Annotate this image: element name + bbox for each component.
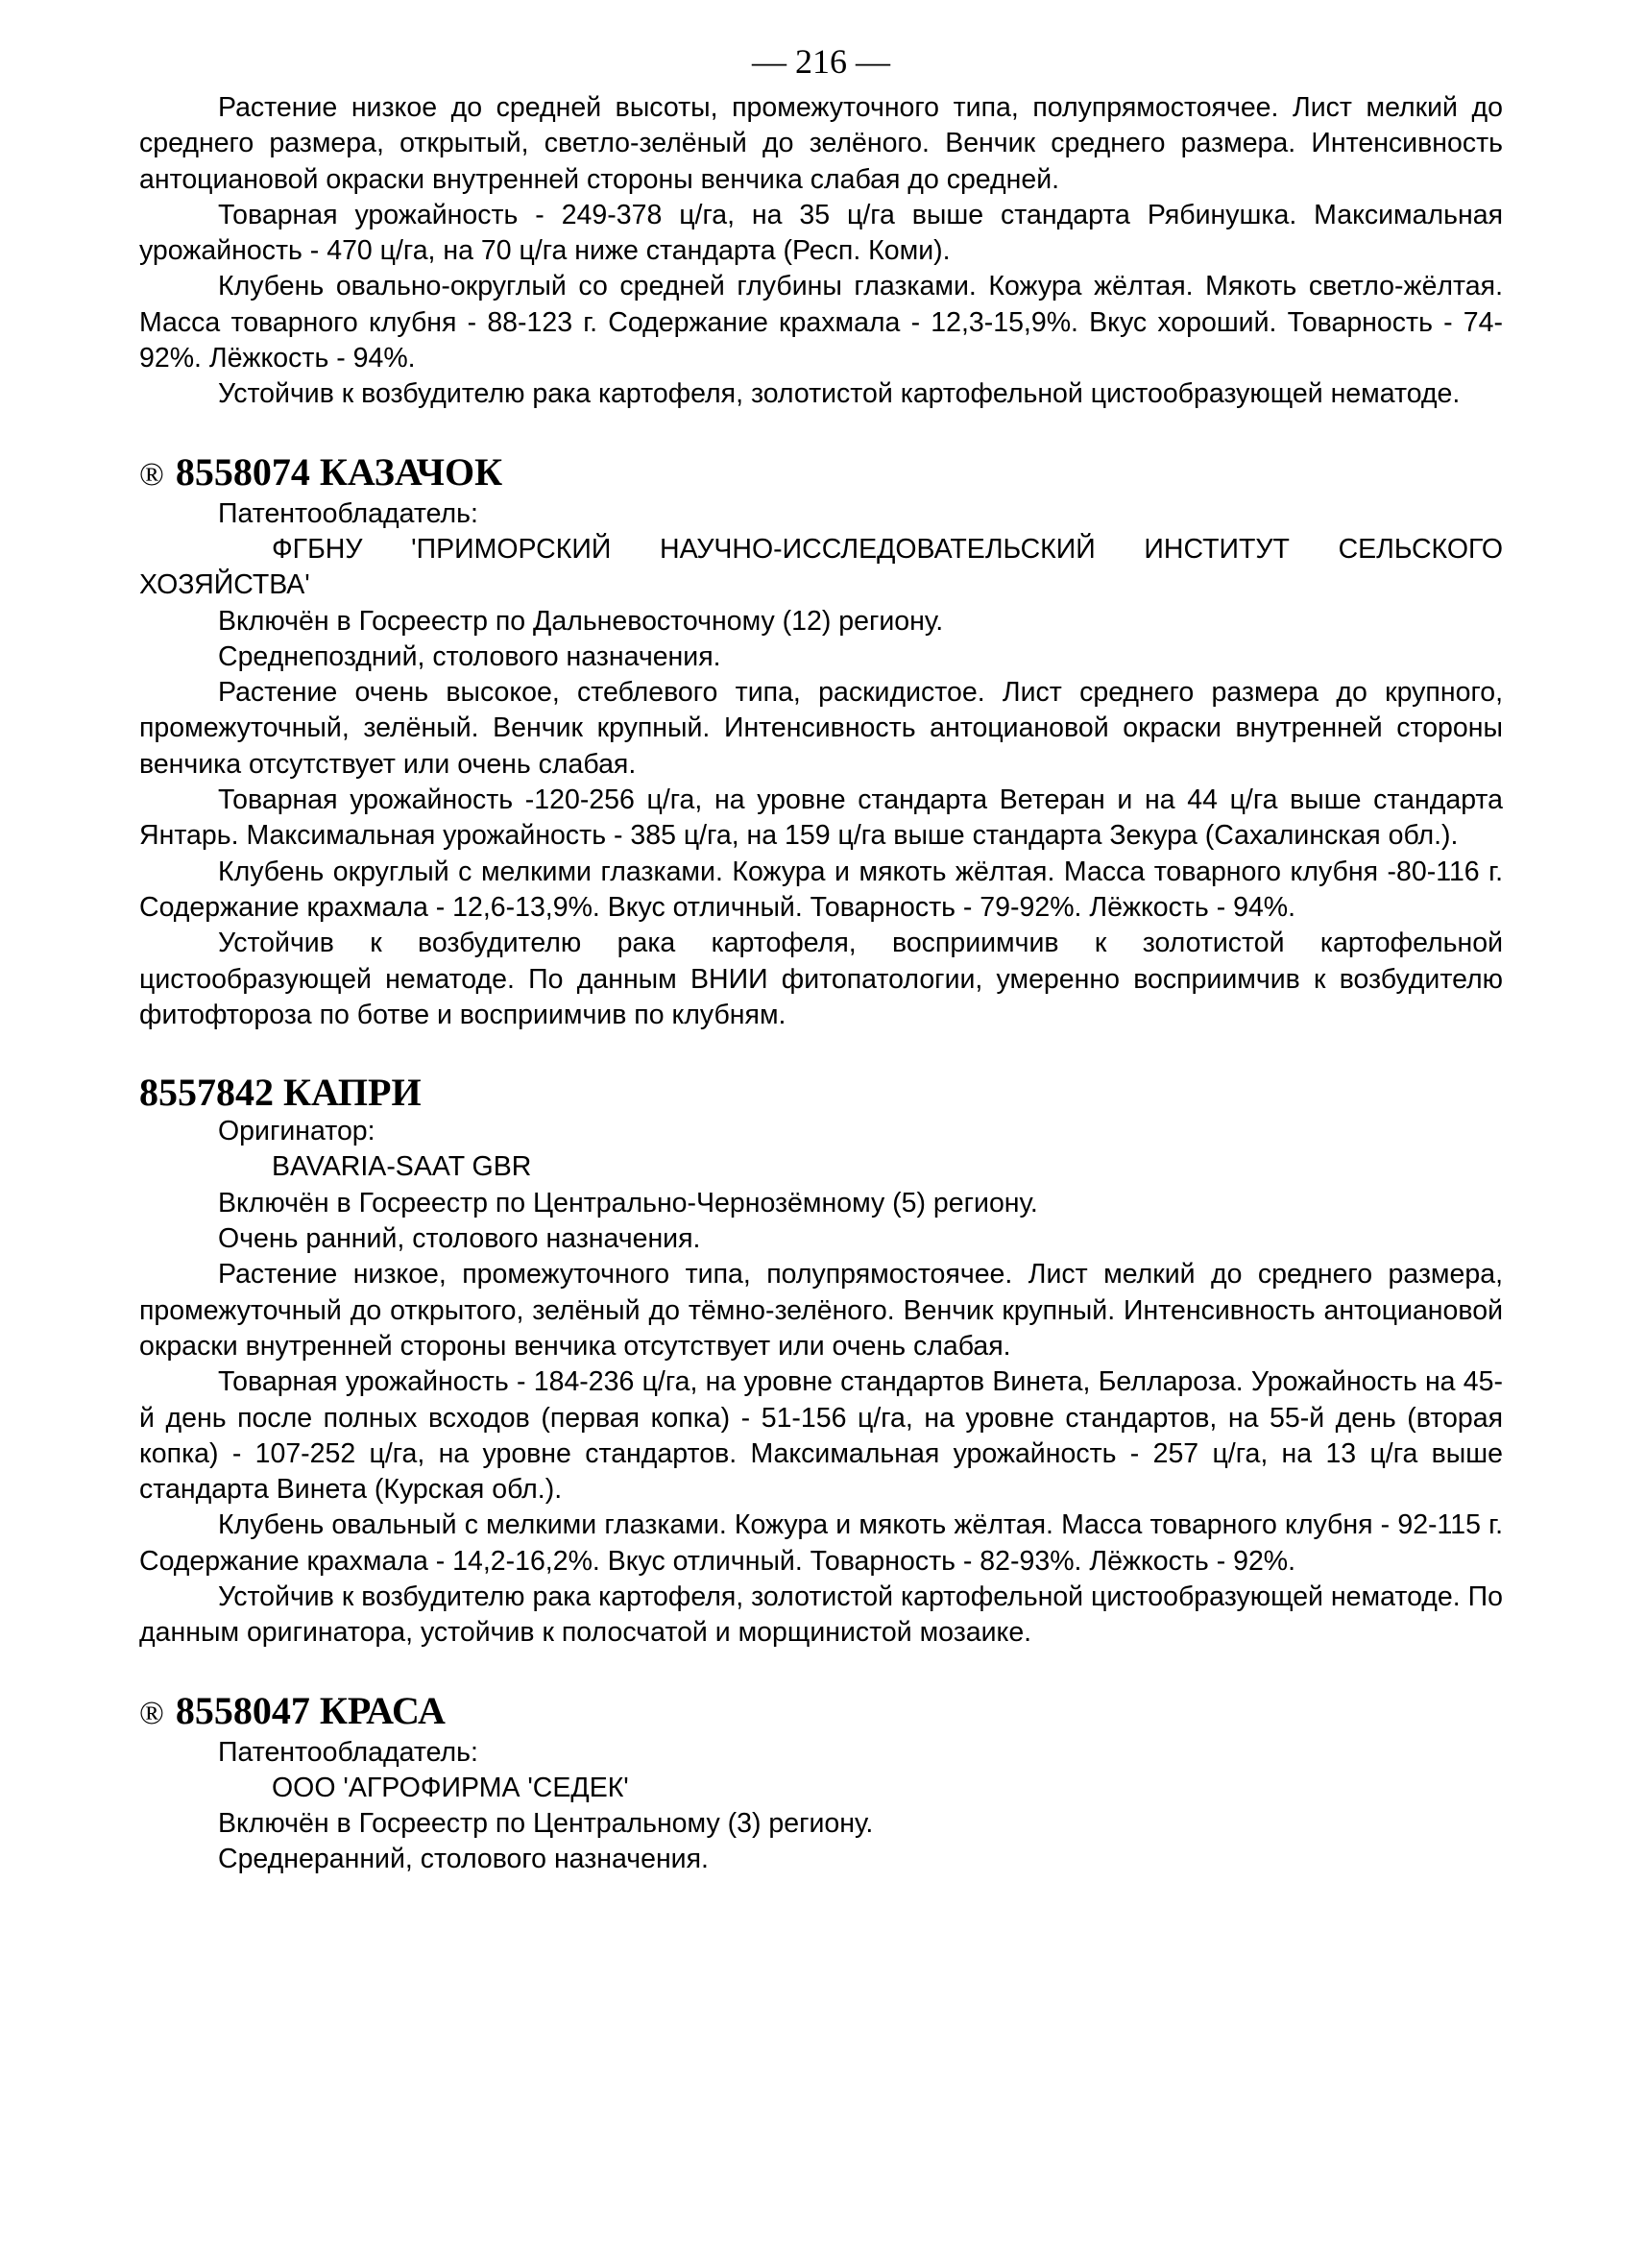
paragraph: Растение низкое до средней высоты, промежуточного типа, полупрямостоячее. Лист мелкий до среднего размера, открытый, светло-зелёный до зелёного. Венчик среднего размера. Интенсивность антоциановой окраски внутренней стороны венчика слабая до средней.	[139, 92, 1503, 195]
entry-title: 8557842 КАПРИ	[139, 1071, 422, 1115]
entry-title: 8558047 КРАСА	[175, 1688, 446, 1732]
variety-entry	[139, 1072, 1503, 1651]
entry-organization: ФГБНУ 'ПРИМОРСКИЙ НАУЧНО-ИССЛЕДОВАТЕЛЬСКИЙ ИНСТИТУТ СЕЛЬСКОГО ХОЗЯЙСТВА'	[139, 533, 1503, 601]
paragraph: Устойчив к возбудителю рака картофеля, восприимчив к золотистой картофельной цистообразующей нематоде. По данным ВНИИ фитопатологии, умеренно восприимчив к возбудителю фитофтороза по ботве и восприимчив по клубням.	[139, 928, 1503, 1030]
entry-title: 8558074 КАЗАЧОК	[175, 449, 503, 494]
page-number: — 216 —	[752, 42, 890, 81]
entry-role: Патентообладатель:	[218, 497, 478, 529]
paragraph: Клубень овально-округлый со средней глубины глазками. Кожура жёлтая. Мякоть светло-жёлтая. Масса товарного клубня - 88-123 г. Содержание крахмала - 12,3-15,9%. Вкус хороший. Товарность - 74-92%. Лёжкость - 94%.	[139, 271, 1503, 374]
entry-maturity: Очень ранний, столового назначения.	[218, 1223, 701, 1255]
entry-heading	[139, 1072, 1503, 1114]
paragraph: Клубень овальный с мелкими глазками. Кожура и мякоть жёлтая. Масса товарного клубня - 92-115 г. Содержание крахмала - 14,2-16,2%. Вкус отличный. Товарность - 82-93%. Лёжкость - 92%.	[139, 1509, 1503, 1577]
entry-heading	[139, 1690, 1503, 1735]
paragraph: Растение очень высокое, стеблевого типа, раскидистое. Лист среднего размера до крупного, промежуточный, зелёный. Венчик крупный. Интенсивность антоциановой окраски внутренней стороны венчика отсутствует или очень слабая.	[139, 677, 1503, 780]
variety-entry	[139, 451, 1503, 1033]
entry-role: Патентообладатель:	[218, 1736, 478, 1768]
entry-maturity: Среднеранний, столового назначения.	[218, 1844, 709, 1875]
entry-organization: BAVARIA-SAAT GBR	[272, 1151, 532, 1183]
variety-entry	[139, 1690, 1503, 1878]
paragraph: Растение низкое, промежуточного типа, полупрямостоячее. Лист мелкий до среднего размера, промежуточный до открытого, зелёный до тёмно-зелёного. Венчик крупный. Интенсивность антоциановой окраски внутренней стороны венчика отсутствует или очень слабая.	[139, 1259, 1503, 1362]
paragraph: Товарная урожайность -120-256 ц/га, на уровне стандарта Ветеран и на 44 ц/га выше стандарта Янтарь. Максимальная урожайность - 385 ц/га, на 159 ц/га выше стандарта Зекура (Сахалинская обл.).	[139, 784, 1503, 852]
entry-region: Включён в Госреестр по Дальневосточному (12) региону.	[218, 605, 944, 637]
entry-heading	[139, 451, 1503, 496]
entry-region: Включён в Госреестр по Центральному (3) региону.	[218, 1808, 874, 1840]
entry-maturity: Среднепоздний, столового назначения.	[218, 640, 721, 672]
paragraph: Товарная урожайность - 249-378 ц/га, на 35 ц/га выше стандарта Рябинушка. Максимальная урожайность - 470 ц/га, на 70 ц/га ниже стандарта (Респ. Коми).	[139, 199, 1503, 267]
entry-role: Оригинатор:	[218, 1116, 375, 1147]
paragraph: Товарная урожайность - 184-236 ц/га, на уровне стандартов Винета, Беллароза. Урожайность на 45-й день после полных всходов (первая копка) - 51-156 ц/га, на уровне стандартов, на 55-й день (вторая копка) - 107-252 ц/га, на уровне стандартов. Максимальная урожайность - 257 ц/га, на 13 ц/га выше стандарта Винета (Курская обл.).	[139, 1366, 1503, 1506]
intro-section	[139, 90, 1503, 413]
paragraph: Клубень округлый с мелкими глазками. Кожура и мякоть жёлтая. Масса товарного клубня -80-116 г. Содержание крахмала - 12,6-13,9%. Вкус отличный. Товарность - 79-92%. Лёжкость - 94%.	[139, 856, 1503, 923]
registered-icon: ®	[139, 456, 164, 493]
paragraph: Устойчив к возбудителю рака картофеля, золотистой картофельной цистообразующей нематоде.	[218, 378, 1461, 410]
registered-icon: ®	[139, 1695, 164, 1731]
document-page	[139, 42, 1503, 1878]
entry-region: Включён в Госреестр по Центрально-Чернозёмному (5) региону.	[218, 1187, 1038, 1218]
entry-organization: ООО 'АГРОФИРМА 'СЕДЕК'	[272, 1772, 629, 1803]
paragraph: Устойчив к возбудителю рака картофеля, золотистой картофельной цистообразующей нематоде. По данным оригинатора, устойчив к полосчатой и морщинистой мозаике.	[139, 1580, 1503, 1649]
